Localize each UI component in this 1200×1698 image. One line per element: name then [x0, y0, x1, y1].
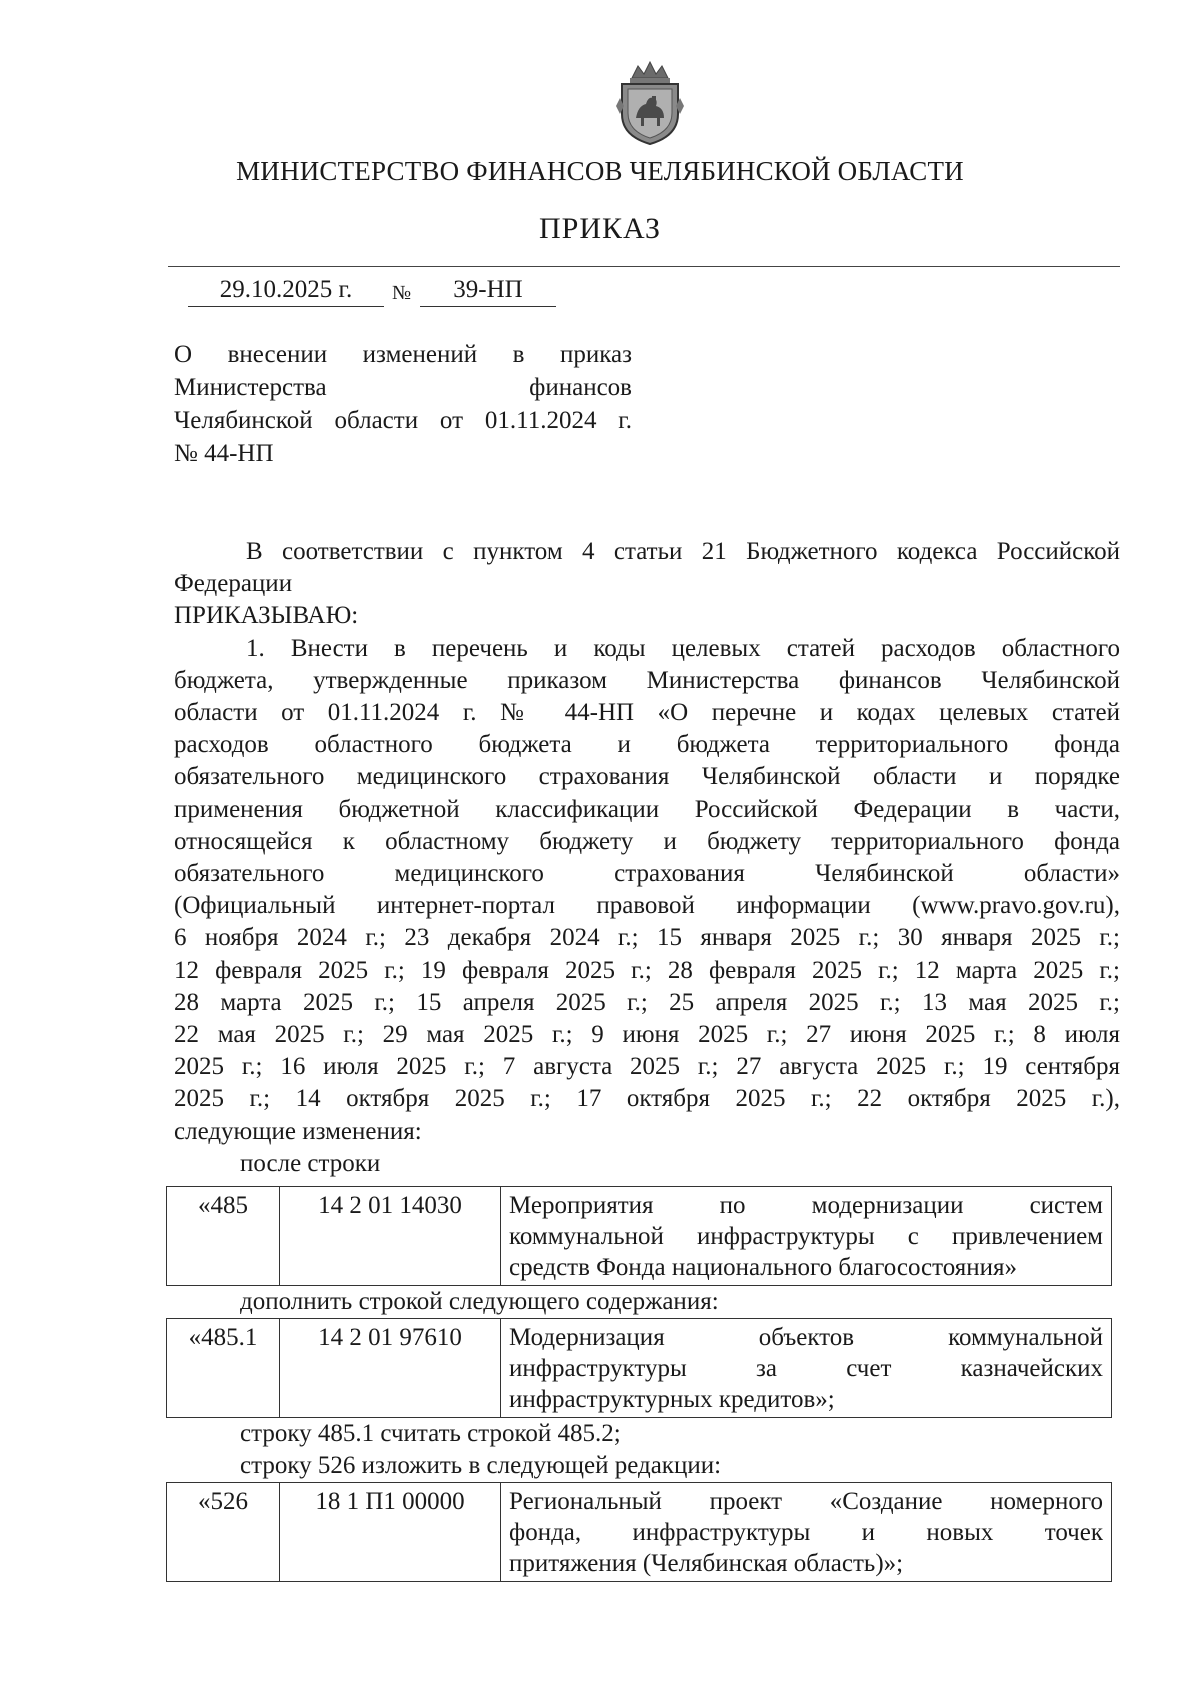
preamble-line: В соответствии с пунктом 4 статьи 21 Бюджетного кодекса Российской — [246, 538, 1120, 565]
budget-table-row-485 — [166, 1186, 1112, 1286]
row-description-cell — [501, 1483, 1112, 1582]
order-number: 39-НП — [420, 276, 556, 307]
item1-line: бюджета, утвержденные приказом Министерства финансов Челябинской — [174, 666, 1120, 694]
subject-line: № 44-НП — [174, 440, 274, 467]
row-code-cell: 18 1 П1 00000 — [280, 1483, 501, 1582]
renumber-label: строку 485.1 считать строкой 485.2; — [240, 1420, 621, 1447]
item1-line: 1. Внести в перечень и коды целевых статей расходов областного — [246, 634, 1120, 662]
preamble-line: Федерации — [174, 570, 293, 598]
table-row — [167, 1483, 1112, 1582]
row-description-cell — [501, 1187, 1112, 1286]
item1-line: следующие изменения: — [174, 1117, 422, 1145]
description-line: инфраструктуры за счет казначейских — [509, 1355, 1103, 1382]
item1-line: расходов областного бюджета и бюджета территориального фонда — [174, 731, 1120, 759]
description-line: Региональный проект «Создание номерного — [509, 1488, 1103, 1515]
budget-table-row-485-1 — [166, 1318, 1112, 1418]
row-code-cell: 14 2 01 97610 — [280, 1319, 501, 1418]
row-description-cell — [501, 1319, 1112, 1418]
description-line: коммунальной инфраструктуры с привлечением — [509, 1223, 1103, 1250]
row-number-cell: «526 — [167, 1483, 280, 1582]
order-date: 29.10.2025 г. — [188, 276, 384, 307]
row-code-cell: 14 2 01 14030 — [280, 1187, 501, 1286]
after-row-label: после строки — [240, 1149, 381, 1177]
item1-line: 12 февраля 2025 г.; 19 февраля 2025 г.; 28 февраля 2025 г.; 12 марта 2025 г.; — [174, 956, 1120, 984]
chelyabinsk-coat-of-arms-icon — [614, 56, 686, 148]
item1-line: 6 ноября 2024 г.; 23 декабря 2024 г.; 15 января 2025 г.; 30 января 2025 г.; — [174, 924, 1120, 952]
row-number-cell: «485 — [167, 1187, 280, 1286]
restate-label: строку 526 изложить в следующей редакции: — [240, 1452, 722, 1479]
subject-line: Челябинской области от 01.11.2024 г. — [174, 407, 632, 434]
header-divider — [168, 266, 1120, 267]
number-sign: № — [392, 282, 412, 304]
item1-line: (Официальный интернет-портал правовой информации (www.pravo.gov.ru), — [174, 892, 1120, 920]
item1-line: применения бюджетной классификации Российской Федерации в части, — [174, 795, 1120, 823]
description-line: средств Фонда национального благосостояния» — [509, 1254, 1018, 1281]
description-line: инфраструктурных кредитов»; — [509, 1386, 835, 1413]
add-row-label: дополнить строкой следующего содержания: — [240, 1288, 719, 1315]
order-subject — [174, 338, 632, 470]
description-line: притяжения (Челябинская область)»; — [509, 1550, 904, 1577]
subject-line: О внесении изменений в приказ — [174, 341, 632, 368]
item1-line: 2025 г.; 14 октября 2025 г.; 17 октября 2025 г.; 22 октября 2025 г.), — [174, 1085, 1120, 1113]
description-line: фонда, инфраструктуры и новых точек — [509, 1519, 1103, 1546]
description-line: Модернизация объектов коммунальной — [509, 1324, 1103, 1351]
row-number-cell: «485.1 — [167, 1319, 280, 1418]
item1-line: области от 01.11.2024 г. № 44-НП «О перечне и кодах целевых статей — [174, 699, 1120, 727]
table-row — [167, 1319, 1112, 1418]
subject-line: Министерства финансов — [174, 374, 632, 401]
item1-line: 28 марта 2025 г.; 15 апреля 2025 г.; 25 апреля 2025 г.; 13 мая 2025 г.; — [174, 988, 1120, 1016]
order-word: ПРИКАЗЫВАЮ: — [174, 602, 359, 630]
item1-line: 2025 г.; 16 июля 2025 г.; 7 августа 2025 г.; 27 августа 2025 г.; 19 сентября — [174, 1053, 1120, 1081]
item1-line: относящейся к областному бюджету и бюджету территориального фонда — [174, 827, 1120, 855]
ministry-name: МИНИСТЕРСТВО ФИНАНСОВ ЧЕЛЯБИНСКОЙ ОБЛАСТИ — [236, 156, 964, 186]
item1-line: обязательного медицинского страхования Челябинской области» — [174, 860, 1120, 888]
document-type-title: ПРИКАЗ — [539, 212, 661, 245]
item1-line: обязательного медицинского страхования Челябинской области и порядке — [174, 763, 1120, 791]
budget-table-row-526 — [166, 1482, 1112, 1582]
order-body — [174, 536, 1120, 1180]
table-row — [167, 1187, 1112, 1286]
item1-line: 22 мая 2025 г.; 29 мая 2025 г.; 9 июня 2025 г.; 27 июня 2025 г.; 8 июля — [174, 1021, 1120, 1049]
description-line: Мероприятия по модернизации систем — [509, 1192, 1103, 1219]
